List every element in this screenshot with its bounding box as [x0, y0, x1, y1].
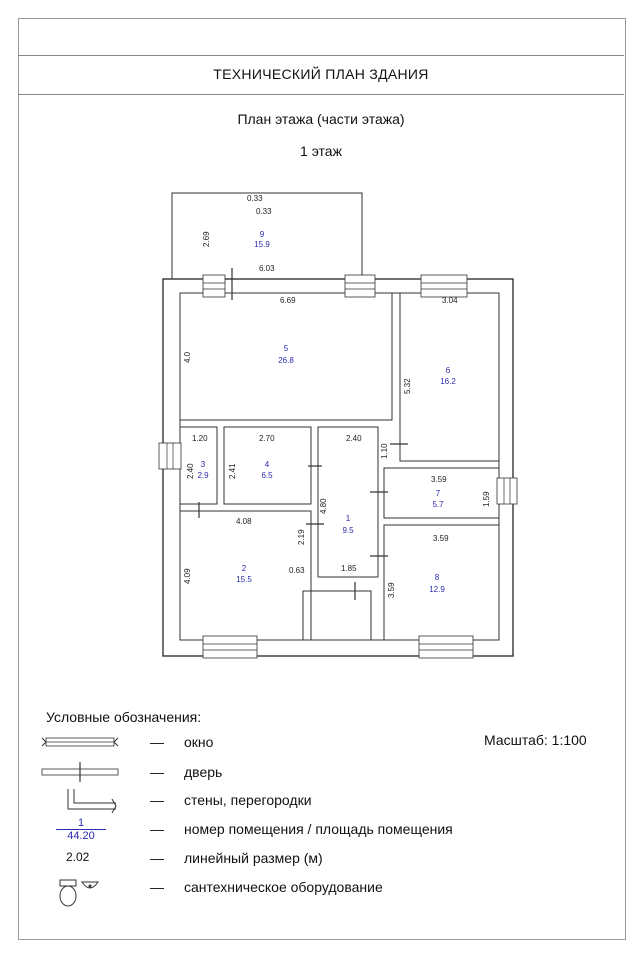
dim-terrace-inner: 0.33 — [256, 207, 272, 216]
bath-outline — [303, 591, 371, 640]
room-7-num: 7 — [435, 489, 441, 498]
room-1-area: 9.5 — [342, 526, 354, 535]
wall-legend-icon — [40, 787, 122, 813]
dim-room5-width: 6.69 — [280, 296, 296, 305]
floor-label: 1 этаж — [300, 143, 342, 159]
window-bottom-8 — [419, 636, 473, 658]
dim-room2-width: 4.08 — [236, 517, 252, 526]
window-right-7 — [497, 478, 517, 504]
dim-room6-height: 5.32 — [403, 378, 412, 394]
legend-dash-6: — — [150, 879, 164, 895]
document-title: ТЕХНИЧЕСКИЙ ПЛАН ЗДАНИЯ — [213, 66, 429, 82]
room-4-num: 4 — [264, 460, 270, 469]
legend-door-text: дверь — [184, 764, 223, 780]
legend-dash-4: — — [150, 821, 164, 837]
window-left-3 — [159, 443, 181, 469]
room-8-num: 8 — [434, 573, 440, 582]
scale-label: Масштаб: 1:100 — [484, 732, 587, 748]
dim-room8-height: 3.59 — [387, 582, 396, 598]
room-legend-num: 1 — [77, 817, 85, 829]
room-2-num: 2 — [241, 564, 247, 573]
legend-dash-3: — — [150, 792, 164, 808]
room-9-num: 9 — [259, 230, 265, 239]
dim-passage: 1.10 — [380, 443, 389, 459]
room-2-area: 15.5 — [236, 575, 252, 584]
room-9-area: 15.9 — [254, 240, 270, 249]
room-6-area: 16.2 — [440, 377, 456, 386]
dim-room2-corridor: 2.19 — [297, 529, 306, 545]
legend-wall-text: стены, перегородки — [184, 792, 312, 808]
dim-room3-width: 1.20 — [192, 434, 208, 443]
dim-room1-width: 2.40 — [346, 434, 362, 443]
room-legend-area: 44.20 — [56, 829, 106, 842]
legend-window-text: окно — [184, 734, 214, 750]
room-6-num: 6 — [445, 366, 451, 375]
window-top-left — [203, 275, 225, 297]
dim-room5-height: 4.0 — [183, 351, 192, 363]
room-8-area: 12.9 — [429, 585, 445, 594]
room-1-num: 1 — [345, 514, 351, 523]
window-top-5 — [345, 275, 375, 297]
dim-room2-offset: 0.63 — [289, 566, 305, 575]
dim-terrace-bottom: 6.03 — [259, 264, 275, 273]
dim-legend-sample: 2.02 — [66, 850, 90, 864]
dim-room4-height: 2.41 — [228, 463, 237, 479]
legend-plumbing-text: сантехническое оборудование — [184, 879, 383, 895]
dim-room7-height: 1.59 — [482, 491, 491, 507]
room-5-area: 26.8 — [278, 356, 294, 365]
room-7-area: 5.7 — [432, 500, 444, 509]
dim-room7-width: 3.59 — [431, 475, 447, 484]
dim-room3-height: 2.40 — [186, 463, 195, 479]
dim-room4-width: 2.70 — [259, 434, 275, 443]
dim-room8-width: 3.59 — [433, 534, 449, 543]
room-3-num: 3 — [200, 460, 206, 469]
legend-dash-5: — — [150, 850, 164, 866]
room-4-area: 6.5 — [261, 471, 273, 480]
room-3-area: 2.9 — [197, 471, 209, 480]
legend-dim-text: линейный размер (м) — [184, 850, 323, 866]
legend-dash-2: — — [150, 764, 164, 780]
dim-room6-width: 3.04 — [442, 296, 458, 305]
dim-room1-height: 4.80 — [319, 498, 328, 514]
dim-bath-width: 1.85 — [341, 564, 357, 573]
window-bottom-2 — [203, 636, 257, 658]
window-top-6 — [421, 275, 467, 297]
room-legend-sample — [56, 817, 106, 842]
plumbing-legend-icon — [40, 876, 122, 908]
plan-subtitle: План этажа (части этажа) — [237, 111, 405, 127]
window-legend-icon — [40, 735, 122, 749]
legend-title: Условные обозначения: — [46, 709, 202, 725]
legend-dash-1: — — [150, 734, 164, 750]
legend-room-text: номер помещения / площадь помещения — [184, 821, 453, 837]
room-5-num: 5 — [283, 344, 289, 353]
dim-terrace-left: 2.69 — [202, 231, 211, 247]
dim-room2-height: 4.09 — [183, 568, 192, 584]
door-legend-icon — [40, 762, 122, 782]
dim-terrace-top: 0.33 — [247, 194, 263, 203]
